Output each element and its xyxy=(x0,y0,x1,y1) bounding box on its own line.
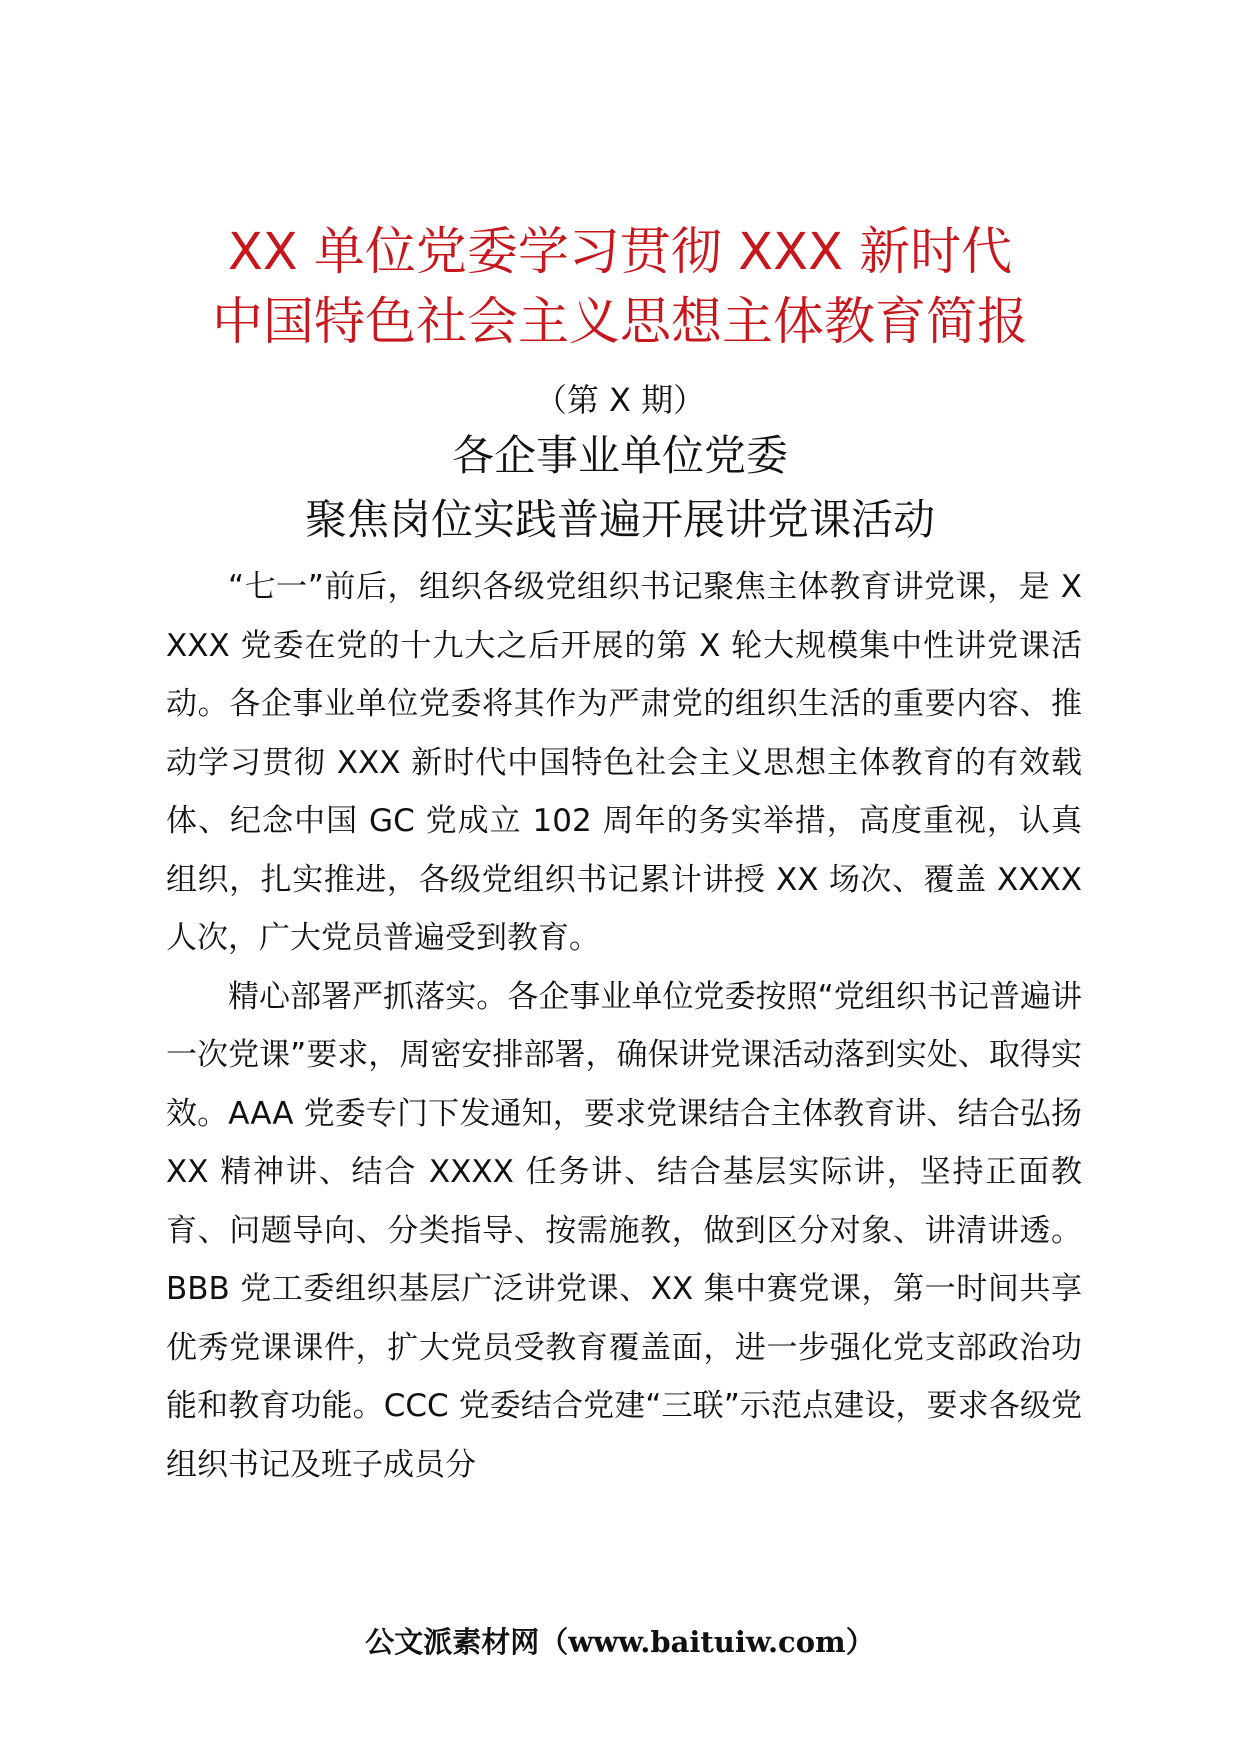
article-heading xyxy=(0,424,1240,552)
body-paragraph-1: “七一”前后，组织各级党组织书记聚焦主体教育讲党课，是 XXXX 党委在党的十九大之后开展的第 X 轮大规模集中性讲党课活动。各企事业单位党委将其作为严肃党的组织生活的重要内容、推动学习贯彻 XXX 新时代中国特色社会主义思想主体教育的有效载体、纪念中国 GC 党成立 102 周年的务实举措，高度重视，认真组织，扎实推进，各级党组织书记累计讲授 XX 场次、覆盖 XXXX 人次，广大党员普遍受到教育。 xyxy=(166,569,1082,956)
body-paragraph-2: 精心部署严抓落实。各企事业单位党委按照“党组织书记普遍讲一次党课”要求，周密安排部署，确保讲党课活动落到实处、取得实效。AAA 党委专门下发通知，要求党课结合主体教育讲、结合弘扬 XX 精神讲、结合 XXXX 任务讲、结合基层实际讲，坚持正面教育、问题导向、分类指导、按需施教，做到区分对象、讲清讲透。BBB 党工委组织基层广泛讲党课、XX 集中赛党课，第一时间共享优秀党课课件，扩大党员受教育覆盖面，进一步强化党支部政治功能和教育功能。CCC 党委结合党建“三联”示范点建设，要求各级党组织书记及班子成员分 xyxy=(166,978,1082,1483)
title-line-1: XX 单位党委学习贯彻 XXX 新时代 xyxy=(227,223,1013,282)
title-line-2: 中国特色社会主义思想主体教育简报 xyxy=(211,293,1028,352)
document-title xyxy=(0,218,1240,358)
footer-watermark: 公文派素材网（www.baituiw.com） xyxy=(365,1625,875,1659)
article-body xyxy=(166,558,1082,1494)
issue-number: （第 X 期） xyxy=(534,381,706,419)
heading-line-2: 聚焦岗位实践普遍开展讲党课活动 xyxy=(304,495,935,544)
heading-line-1: 各企事业单位党委 xyxy=(451,431,788,480)
